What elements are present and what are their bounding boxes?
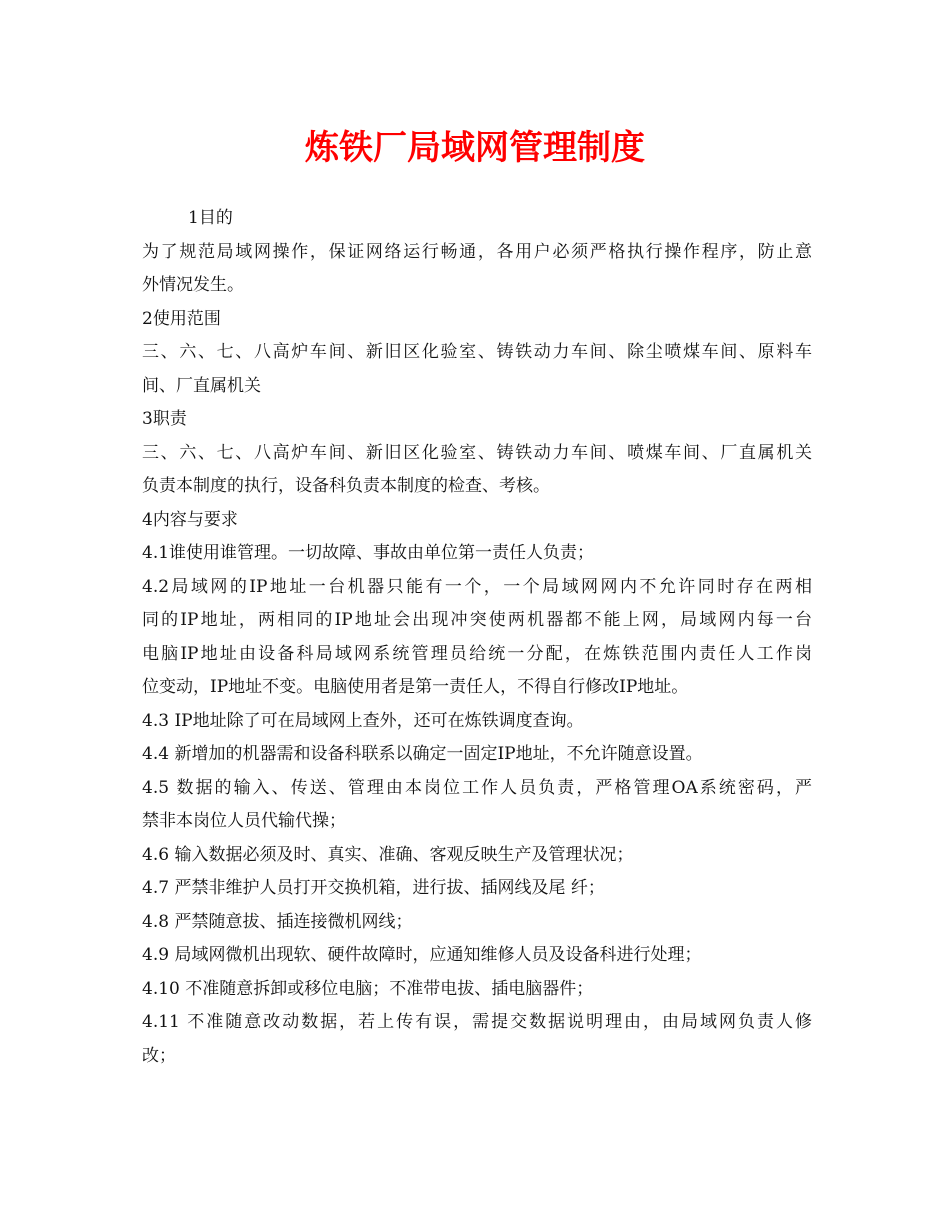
paragraph-line: 间、厂直属机关 [142, 375, 261, 396]
paragraph-line: 三、六、七、八高炉车间、新旧区化验室、铸铁动力车间、除尘喷煤车间、原料车 [142, 342, 812, 362]
paragraph-line: 负责本制度的执行，设备科负责本制度的检查、考核。 [142, 476, 550, 496]
paragraph-line: 4.3 IP地址除了可在局域网上查外，还可在炼铁调度查询。 [142, 710, 584, 731]
paragraph-line: 同的IP地址，两相同的IP地址会出现冲突使两机器都不能上网，局域网内每一台 [142, 610, 812, 630]
paragraph-line: 4.4 新增加的机器需和设备科联系以确定一固定IP地址，不允许随意设置。 [142, 744, 703, 764]
paragraph-line: 三、六、七、八高炉车间、新旧区化验室、铸铁动力车间、喷煤车间、厂直属机关 [142, 442, 812, 463]
document-title: 炼铁厂局域网管理制度 [305, 128, 645, 168]
section-heading: 4内容与要求 [142, 509, 238, 530]
paragraph-line: 4.1谁使用谁管理。一切故障、事故由单位第一责任人负责； [142, 543, 595, 563]
paragraph-line: 禁非本岗位人员代输代操； [142, 811, 346, 831]
paragraph-line: 4.11 不准随意改动数据，若上传有误，需提交数据说明理由，由局域网负责人修 [142, 1012, 812, 1032]
paragraph-line: 4.6 输入数据必须及时、真实、准确、客观反映生产及管理状况； [142, 844, 634, 865]
paragraph-line: 电脑IP地址由设备科局域网系统管理员给统一分配，在炼铁范围内责任人工作岗 [142, 643, 812, 664]
section-heading: 3职责 [142, 409, 187, 429]
paragraph-line: 4.9 局域网微机出现软、硬件故障时，应通知维修人员及设备科进行处理； [142, 945, 702, 965]
section-heading: 2使用范围 [142, 308, 221, 329]
document-body [142, 202, 812, 1073]
paragraph-line: 位变动，IP地址不变。电脑使用者是第一责任人，不得自行修改IP地址。 [142, 677, 689, 697]
paragraph-line: 4.10 不准随意拆卸或移位电脑；不准带电拔、插电脑器件； [142, 978, 594, 999]
paragraph-line: 改； [142, 1045, 176, 1066]
paragraph-line: 4.7 严禁非维护人员打开交换机箱，进行拔、插网线及尾 纤； [142, 878, 605, 898]
paragraph-line: 4.2局域网的IP地址一台机器只能有一个，一个局域网网内不允许同时存在两相 [142, 576, 812, 597]
paragraph-line: 4.5 数据的输入、传送、管理由本岗位工作人员负责，严格管理OA系统密码，严 [142, 777, 812, 798]
section-heading: 1目的 [188, 208, 233, 228]
paragraph-line: 外情况发生。 [142, 275, 244, 295]
paragraph-line: 4.8 严禁随意拔、插连接微机网线； [142, 911, 413, 932]
paragraph-line: 为了规范局域网操作，保证网络运行畅通，各用户必须严格执行操作程序，防止意 [142, 241, 812, 262]
